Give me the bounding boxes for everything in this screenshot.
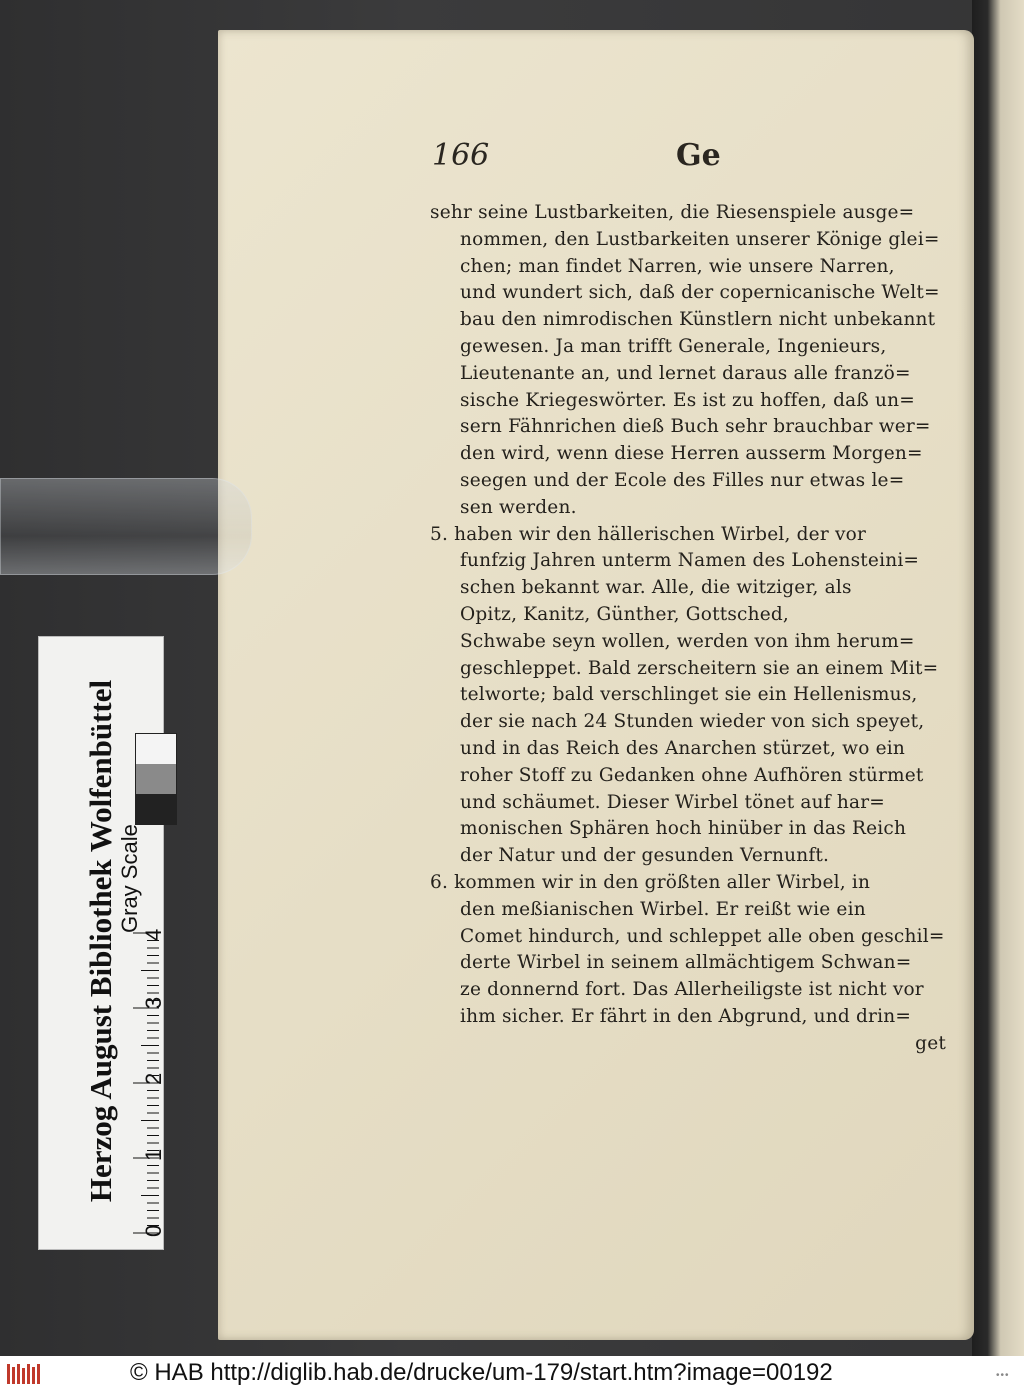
ruler-number-3: 3 — [141, 996, 166, 1009]
ruler-number-4: 4 — [141, 928, 166, 941]
ruler-number-1: 1 — [141, 1148, 166, 1161]
text-line: Schwabe seyn wollen, werden von ihm herum= — [460, 630, 915, 652]
scale-card — [38, 636, 164, 1250]
text-line: den meßianischen Wirbel. Er reißt wie ein — [460, 898, 866, 920]
text-line: sische Kriegeswörter. Es ist zu hoffen, daß un= — [460, 389, 915, 411]
text-line: monischen Sphären hoch hinüber in das Reich — [460, 818, 907, 840]
text-line: schen bekannt war. Alle, die witziger, als — [460, 577, 852, 599]
text-line: funfzig Jahren unterm Namen des Lohensteini= — [460, 550, 920, 572]
text-line: Opitz, Kanitz, Günther, Gottsched, — [460, 603, 789, 625]
swatch-gray — [136, 764, 176, 794]
text-line: und schäumet. Dieser Wirbel tönet auf har= — [460, 791, 885, 813]
copyright-url[interactable]: © HAB http://diglib.hab.de/drucke/um-179/start.htm?image=00192 — [130, 1359, 833, 1386]
text-line: der Natur und der gesunden Vernunft. — [460, 845, 830, 867]
page-header — [432, 138, 732, 178]
text-line: Lieutenante an, und lernet daraus alle franzö= — [460, 362, 911, 384]
page-text — [430, 200, 946, 1058]
text-line: Comet hindurch, und schleppet alle oben geschil= — [460, 925, 945, 947]
ruler-number-0: 0 — [141, 1224, 166, 1237]
text-line: den wird, wenn diese Herren ausserm Morgen= — [460, 443, 923, 465]
text-line: geschleppet. Bald zerscheitern sie an einem Mit= — [460, 657, 939, 679]
text-line: der sie nach 24 Stunden wieder von sich speyet, — [460, 711, 925, 733]
text-line: get — [915, 1032, 946, 1054]
gray-scale-label: Gray Scale — [117, 824, 142, 933]
text-line: und wundert sich, daß der copernicanische Welt= — [460, 282, 940, 304]
text-line: sern Fähnrichen dieß Buch sehr brauchbar wer= — [460, 416, 931, 438]
hab-logo-icon — [6, 1362, 44, 1386]
library-name: Herzog August Bibliothek Wolfenbüttel — [83, 679, 118, 1203]
running-head: Ge — [676, 138, 721, 173]
text-line: seegen und der Ecole des Filles nur etwas le= — [460, 469, 905, 491]
book-spine — [972, 0, 1024, 1356]
footer-bar — [0, 1356, 1024, 1392]
text-line: 6. kommen wir in den größten aller Wirbel, in — [430, 871, 871, 893]
text-line: sehr seine Lustbarkeiten, die Riesenspiele ausge= — [430, 202, 915, 223]
swatch-black — [136, 794, 176, 824]
text-line: sen werden. — [460, 496, 577, 518]
text-line: chen; man findet Narren, wie unsere Narren, — [460, 255, 895, 277]
text-line: gewesen. Ja man trifft Generale, Ingenieurs, — [460, 335, 887, 357]
text-line: bau den nimrodischen Künstlern nicht unbekannt — [460, 309, 936, 331]
swatch-white — [136, 734, 176, 764]
text-line: 5. haben wir den hällerischen Wirbel, der vor — [430, 523, 866, 545]
footer-dots: ••• — [996, 1370, 1010, 1381]
page-number: 166 — [432, 138, 490, 173]
text-line: roher Stoff zu Gedanken ohne Aufhören stürmet — [460, 764, 924, 786]
gray-swatches — [135, 733, 177, 825]
text-line: und in das Reich des Anarchen stürzet, wo ein — [460, 737, 906, 759]
glass-clamp — [0, 478, 252, 575]
text-line: ihm sicher. Er fährt in den Abgrund, und drin= — [460, 1005, 912, 1027]
ruler-number-2: 2 — [141, 1072, 166, 1085]
text-line: ze donnernd fort. Das Allerheiligste ist nicht vor — [460, 979, 924, 1001]
text-line: telworte; bald verschlinget sie ein Hellenismus, — [460, 684, 918, 706]
text-line: nommen, den Lustbarkeiten unserer Könige glei= — [460, 228, 940, 250]
text-line: derte Wirbel in seinem allmächtigem Schwan= — [460, 952, 912, 974]
